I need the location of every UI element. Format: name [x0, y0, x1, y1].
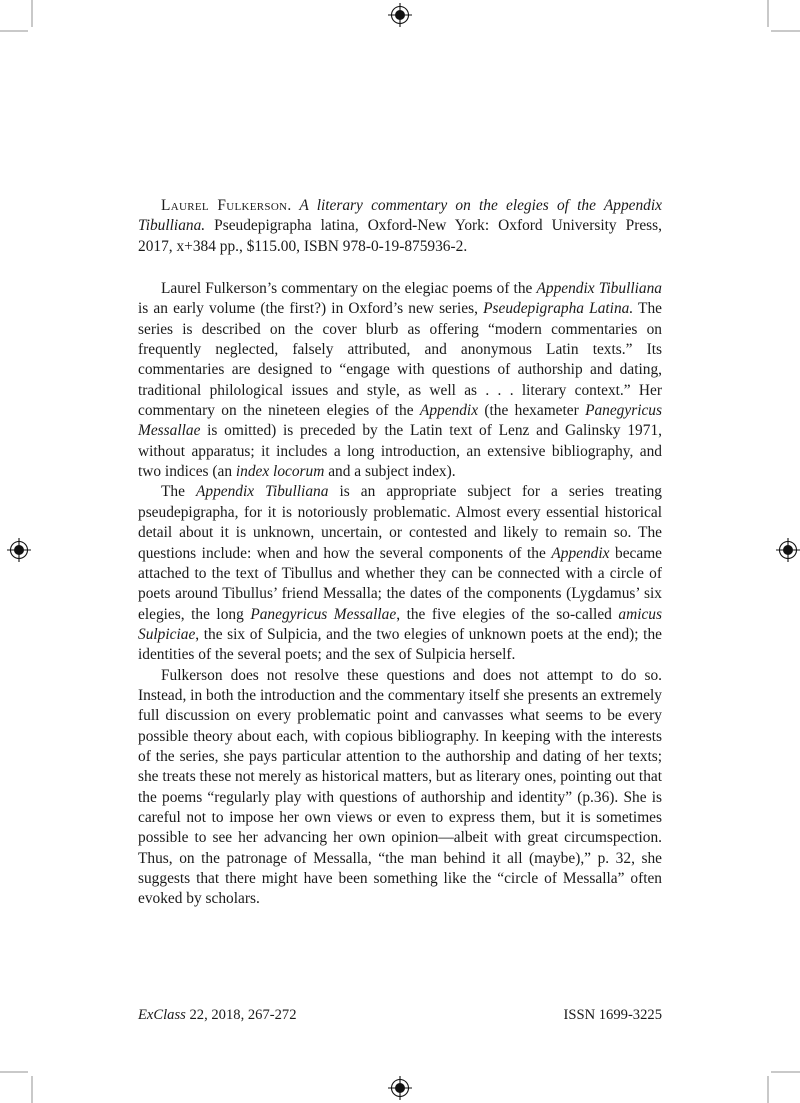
crop-mark-bottom-left-vertical: [31, 1076, 33, 1103]
footer-citation-rest: 22, 2018, 267-272: [185, 1007, 297, 1023]
crop-mark-bottom-right-horizontal: [771, 1071, 800, 1073]
body-paragraph: Fulkerson does not resolve these questions and does not attempt to do so. Instead, in both the introduction and the commentary itself she presents an extremely full discussion on every problematic point and canvasses what seems to be every possible theory about each, with copious bibliography. In keeping with the interests of the series, she pays particular attention to the authorship and dating of her texts; she treats these not merely as historical matters, but as literary ones, pointing out that the poems “regularly play with questions of authorship and identity” (p.36). She is careful not to impose her own views or even to express them, but it is sometimes possible to see her advancing her own opinion—albeit with great circumspection. Thus, on the patronage of Messalla, “the man behind it all (maybe),” p. 32, she suggests that there might have been something like the “circle of Messalla” often evoked by scholars.: [138, 666, 663, 908]
reviewed-author: Laurel Fulkerson: [161, 197, 288, 214]
reviewed-title: A literary commentary on the elegies of the Appendix Tibulliana.: [138, 197, 662, 235]
registration-mark-icon: [387, 2, 413, 28]
crop-mark-top-left-vertical: [31, 0, 33, 27]
crop-mark-top-right-horizontal: [771, 30, 800, 32]
registration-mark-icon: [775, 537, 800, 563]
crop-mark-top-left-horizontal: [0, 30, 28, 32]
crop-mark-bottom-left-horizontal: [0, 1071, 28, 1073]
registration-mark-icon: [6, 537, 32, 563]
body-paragraph: The Appendix Tibulliana is an appropriate subject for a series treating pseudepigrapha, for it is notoriously problematic. Almost every essential historical detail about it is unknown, uncertain, or contested and likely to remain so. The questions include: when and how the several components of the Appendix became attached to the text of Tibullus and whether they can be connected with a circle of poets around Tibullus’ friend Messalla; the dates of the components (Lygdamus’ six elegies, the long Panegyricus Messallae, the five elegies of the so-called amicus Sulpiciae, the six of Sulpicia, and the two elegies of unknown poets at the end); the identities of the several poets; and the sex of Sulpicia herself.: [138, 483, 662, 664]
crop-mark-bottom-right-vertical: [767, 1076, 769, 1103]
footer-journal-name: ExClass: [138, 1007, 186, 1023]
page-footer: [138, 1007, 662, 1024]
crop-mark-top-right-vertical: [767, 0, 769, 27]
body-paragraph: Laurel Fulkerson’s commentary on the elegiac poems of the Appendix Tibulliana is an early volume (the first?) in Oxford’s new series, Pseudepigrapha Latina. The series is described on the cover blurb as offering “modern commentaries on frequently neglected, falsely attributed, and anonymous Latin texts.” Its commentaries are designed to “engage with questions of authorship and dating, traditional philological issues and style, as well as . . . literary context.” Her commentary on the nineteen elegies of the Appendix (the hexameter Panegyricus Messallae is omitted) is preceded by the Latin text of Lenz and Galinsky 1971, without apparatus; it includes a long introduction, an extensive bibliography, and two indices (an index locorum and a subject index).: [138, 280, 662, 481]
footer-citation: [138, 1007, 297, 1024]
footer-issn: ISSN 1699-3225: [563, 1007, 662, 1023]
reviewed-imprint: Pseudepigrapha latina, Oxford-New York: Oxford University Press, 2017, x+384 pp., $115.00, ISBN 978-0-19-875936-2.: [138, 217, 662, 255]
registration-mark-icon: [387, 1075, 413, 1101]
headnote-separator: .: [287, 197, 300, 214]
page-text-block: [138, 196, 662, 910]
review-headnote: [138, 196, 662, 257]
